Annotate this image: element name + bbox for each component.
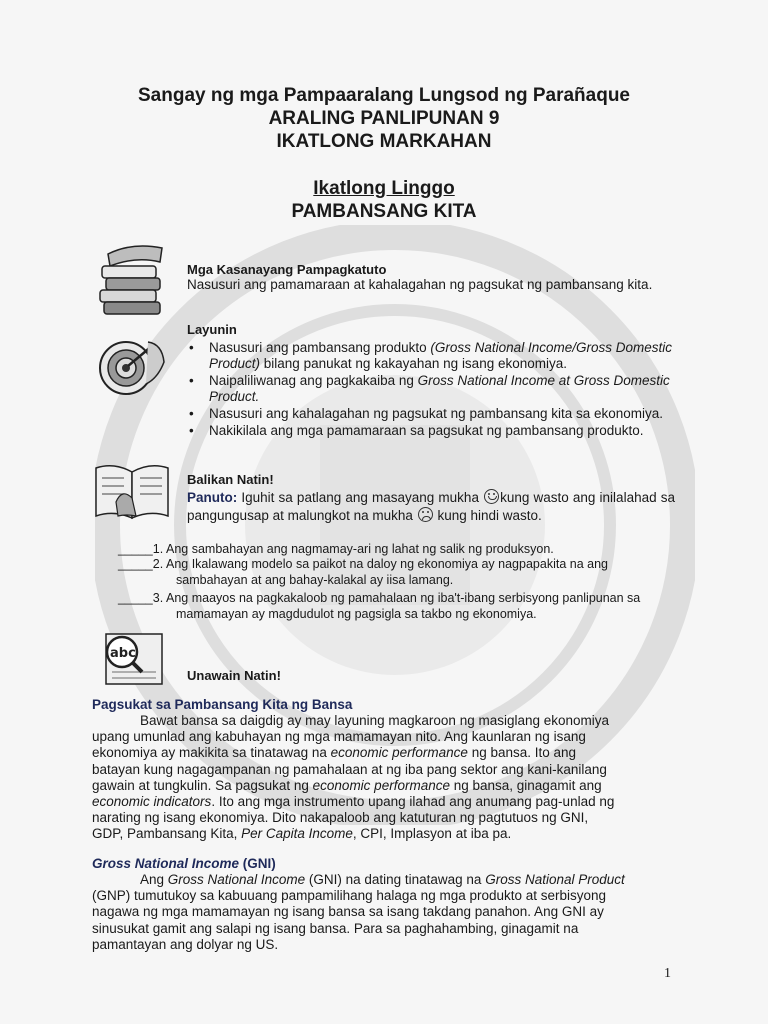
review-title: Balikan Natin! bbox=[187, 472, 274, 487]
objective-item: • Nasusuri ang kahalagahan ng pagsukat ng pambansang kita sa ekonomiya. bbox=[187, 406, 682, 422]
target-icon bbox=[96, 328, 168, 404]
review-item-3: _____3. Ang maayos na pagkakaloob ng pamahalaan ng iba't-ibang serbisyong panlipunan sa mamamayan ay magdudulot ng pagsigla sa takbo ng ekonomiya. bbox=[118, 591, 641, 621]
objectives-list bbox=[187, 340, 682, 439]
topic-title: PAMBANSANG KITA bbox=[291, 201, 477, 222]
objective-item: • Nasusuri ang pambansang produkto (Gross National Income/Gross Domestic Product) bilang panukat ng kakayahan ng isang ekonomiya. bbox=[187, 340, 682, 372]
open-book-icon bbox=[92, 458, 172, 524]
division-title: Sangay ng mga Pampaaralang Lungsod ng Parañaque bbox=[138, 85, 630, 106]
review-item-2: _____2. Ang Ikalawang modelo sa paikot na daloy ng ekonomiya ay nagpapakita na ang sambahayan at ang bahay-kalakal ay iisa lamang. bbox=[118, 557, 608, 587]
abc-magnifier-icon bbox=[96, 628, 168, 690]
books-icon bbox=[96, 240, 168, 318]
section-heading-gni: Gross National Income (GNI) bbox=[92, 856, 276, 871]
happy-face-icon bbox=[484, 489, 499, 504]
svg-text:abc: abc bbox=[110, 646, 136, 661]
competency-text: Nasusuri ang pamamaraan at kahalagahan ng pagsukat ng pambansang kita. bbox=[187, 277, 653, 292]
section-paragraph-measurement: Bawat bansa sa daigdig ay may layuning magkaroon ng masiglang ekonomiya upang umunlad ang kabuhayan ng mga mamamayan nito. Ang kaunlaran ng isang ekonomiya ay makikita sa tinatawag na economic performance ng bansa. Ito ang batayan kung nagagampanan ng pamahalaan at ng iba pang sektor ang kani-kanilang gawain at tungkulin. Sa pagsukat ng economic performance ng bansa, ginagamit ang economic indicators. Ito ang mga instrumento upang ilahad ang anumang pag-unlad ng narating ng isang ekonomiya. Dito nakapaloob ang katuturan ng pagtutuos ng GNI, GDP, Pambansang Kita, Per Capita Income, CPI, Implasyon at iba pa. bbox=[92, 713, 615, 842]
understand-title: Unawain Natin! bbox=[187, 668, 281, 683]
week-title: Ikatlong Linggo bbox=[313, 178, 455, 199]
competency-title: Mga Kasanayang Pampagkatuto bbox=[187, 262, 387, 277]
page-number: 1 bbox=[664, 966, 671, 981]
sad-face-icon bbox=[418, 507, 433, 522]
quarter-title: IKATLONG MARKAHAN bbox=[276, 131, 492, 152]
subject-title: ARALING PANLIPUNAN 9 bbox=[268, 108, 500, 129]
objective-item: • Naipaliliwanag ang pagkakaiba ng Gross National Income at Gross Domestic Product. bbox=[187, 373, 682, 405]
section-heading-measurement: Pagsukat sa Pambansang Kita ng Bansa bbox=[92, 697, 353, 712]
review-directions: Panuto: Iguhit sa patlang ang masayang mukha kung wasto ang inilalahad sa pangungusap at malungkot na mukha kung hindi wasto. bbox=[187, 490, 675, 523]
objective-item: • Nakikilala ang mga pamamaraan sa pagsukat ng pambansang produkto. bbox=[187, 423, 682, 439]
objectives-title: Layunin bbox=[187, 322, 237, 337]
section-paragraph-gni: Ang Gross National Income (GNI) na dating tinatawag na Gross National Product (GNP) tumutukoy sa kabuuang pampamilihang halaga ng mga produkto at serbisyong nagawa ng mga mamamayan ng isang bansa sa isang takdang panahon. Ang GNI ay sinusukat gamit ang salapi ng isang bansa. Para sa paghahambing, ginagamit na pamantayan ang dolyar ng US. bbox=[92, 872, 625, 952]
review-item-1: _____1. Ang sambahayan ang nagmamay-ari ng lahat ng salik ng produksyon. bbox=[118, 542, 554, 556]
